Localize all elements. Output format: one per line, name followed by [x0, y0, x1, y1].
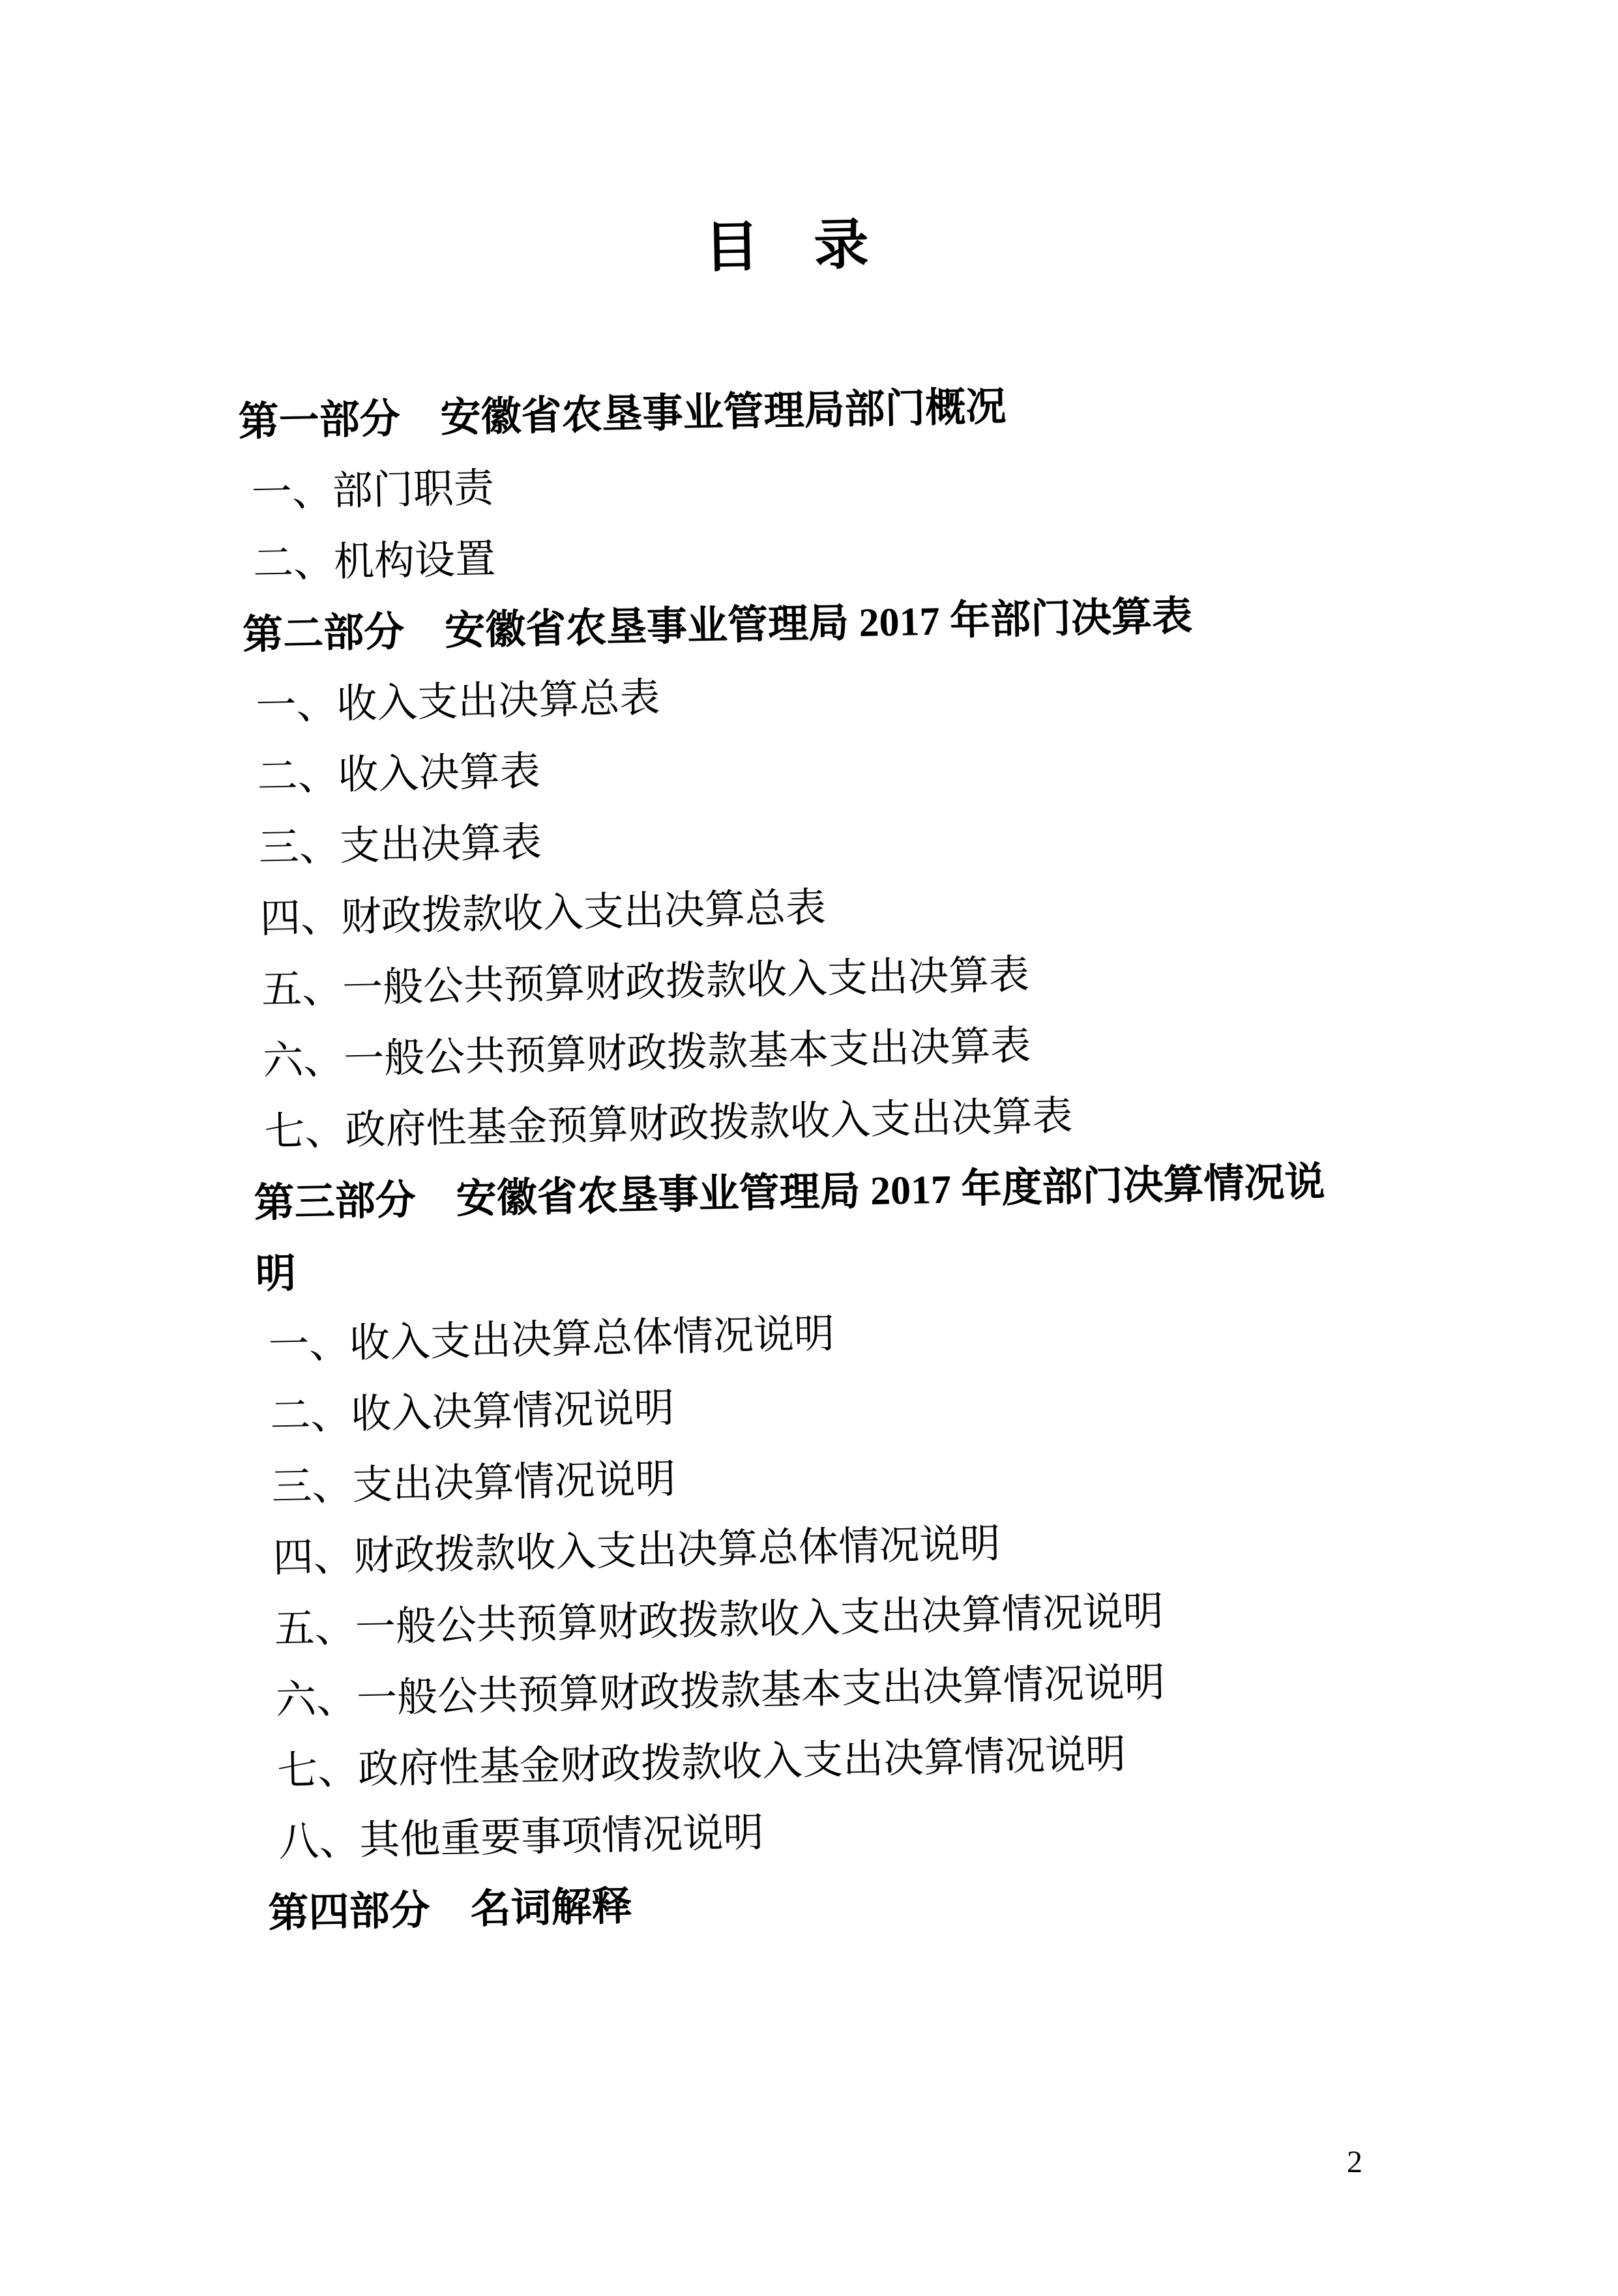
- toc-entry: 六、一般公共预算财政拨款基本支出决算表: [262, 1024, 1031, 1084]
- toc-entry: 三、支出决算表: [258, 821, 542, 871]
- document-title: 目 录: [703, 214, 870, 279]
- toc-entry: 六、一般公共预算财政拨款基本支出决算情况说明: [275, 1661, 1166, 1723]
- toc-entry: 五、一般公共预算财政拨款收入支出决算情况说明: [274, 1590, 1164, 1652]
- toc-entry: 一、收入支出决算总体情况说明: [268, 1312, 835, 1368]
- table-of-contents: [238, 366, 1372, 1950]
- toc-entry: 四、财政拨款收入支出决算总表: [259, 886, 827, 942]
- toc-entry: 第一部分 安徽省农垦事业管理局部门概况: [238, 385, 1007, 445]
- toc-entry: 五、一般公共预算财政拨款收入支出决算表: [261, 953, 1030, 1013]
- toc-entry: 七、政府性基金财政拨款收入支出决算情况说明: [276, 1732, 1126, 1794]
- toc-entry: 八、其他重要事项情况说明: [278, 1810, 765, 1865]
- toc-entry: 第四部分 名词解释: [267, 1884, 633, 1937]
- toc-entry: 二、机构设置: [252, 537, 496, 587]
- toc-entry: 四、财政拨款收入支出决算总体情况说明: [272, 1522, 1001, 1581]
- toc-entry: 七、政府性基金预算财政拨款收入支出决算表: [263, 1094, 1074, 1155]
- toc-entry: 三、支出决算情况说明: [271, 1457, 677, 1510]
- toc-entry: 二、收入决算表: [256, 749, 541, 800]
- toc-entry: 二、收入决算情况说明: [269, 1386, 675, 1439]
- page-content: [230, 0, 1372, 1950]
- toc-entry: 第三部分 安徽省农垦事业管理局 2017 年度部门决算情况说明: [254, 1160, 1326, 1298]
- page-number: 2: [1347, 2145, 1362, 2179]
- toc-entry: 一、部门职责: [251, 466, 495, 516]
- toc-entry: 一、收入支出决算总表: [255, 676, 661, 729]
- toc-entry: 第二部分 安徽省农垦事业管理局 2017 年部门决算表: [242, 594, 1193, 658]
